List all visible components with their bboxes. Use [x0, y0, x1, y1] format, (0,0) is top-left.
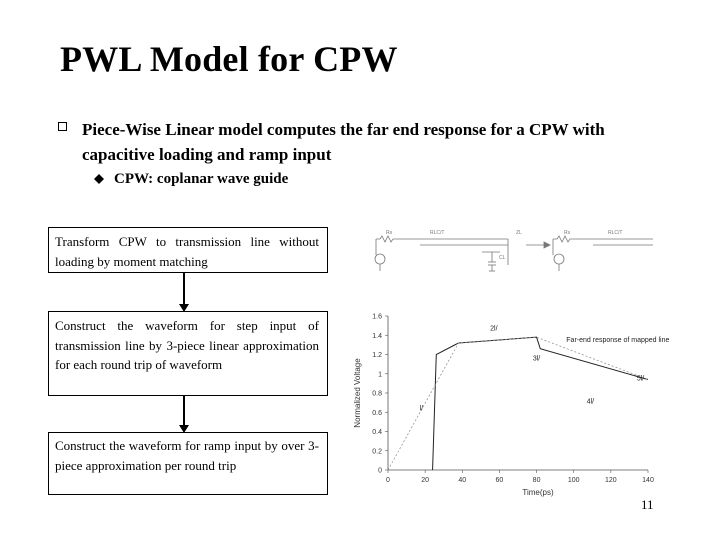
chart-annotation: Far-end response of mapped line	[566, 336, 670, 344]
step-box-step-input: Construct the waveform for step input of transmission line by 3-piece linear approximation for each round trip of waveform	[48, 311, 328, 396]
bullet-main-text: Piece-Wise Linear model computes the far end response for a CPW with capacitive loading and ramp input	[82, 120, 605, 164]
step-box-ramp-input: Construct the waveform for ramp input by over 3-piece approximation per round trip	[48, 432, 328, 495]
step-box-transform: Transform CPW to transmission line without loading by moment matching	[48, 227, 328, 273]
x-tick-label: 140	[642, 477, 654, 484]
y-tick-label: 1.4	[372, 332, 382, 340]
waveform-chart	[348, 306, 670, 506]
y-tick-label: 1.6	[372, 313, 382, 321]
page-number: 11	[641, 497, 654, 512]
x-tick-label: 120	[605, 477, 617, 484]
series-line-2	[388, 337, 648, 470]
y-axis-label: Normalized Voltage	[353, 358, 362, 428]
circuit-diagram	[368, 225, 658, 285]
y-tick-label: 0.6	[372, 409, 382, 417]
slide-title: PWL Model for CPW	[60, 39, 398, 79]
y-tick-label: 0.2	[372, 448, 382, 456]
circuit-label-rlc: RLC/T	[430, 230, 445, 236]
y-tick-label: 0.8	[372, 390, 382, 398]
x-tick-label: 80	[532, 477, 541, 484]
y-tick-label: 0.4	[372, 429, 382, 436]
chart-annotation: 2l/	[490, 325, 498, 333]
circuit-label-cl: CL	[499, 255, 506, 261]
chart-series	[388, 337, 648, 470]
series-line-1	[433, 337, 648, 470]
y-tick-label: 0	[378, 467, 382, 475]
bullet-sub-text: CPW: coplanar wave guide	[114, 171, 289, 187]
chart-annotation: 3l/	[532, 355, 541, 363]
x-tick-label: 100	[567, 477, 580, 484]
circuit-label-zl: ZL	[516, 230, 522, 236]
x-tick-label: 40	[458, 477, 467, 484]
x-tick-label: 0	[386, 477, 390, 484]
y-tick-label: 1.2	[372, 352, 382, 359]
circuit-label-rlc-2: RLC/T	[608, 230, 623, 236]
circuit-label-rs-2: Rs	[564, 230, 571, 236]
x-axis-label: Time(ps)	[522, 488, 554, 497]
chart-annotation: l/	[419, 405, 424, 413]
x-tick-label: 60	[495, 477, 504, 484]
y-tick-label: 1	[378, 371, 382, 379]
circuit-label-rs: Rs	[386, 230, 393, 236]
x-tick-label: 20	[421, 477, 430, 484]
chart-annotations	[420, 325, 670, 412]
chart-annotation: 4l/	[586, 398, 595, 406]
chart-annotation: 5l/	[636, 375, 645, 383]
